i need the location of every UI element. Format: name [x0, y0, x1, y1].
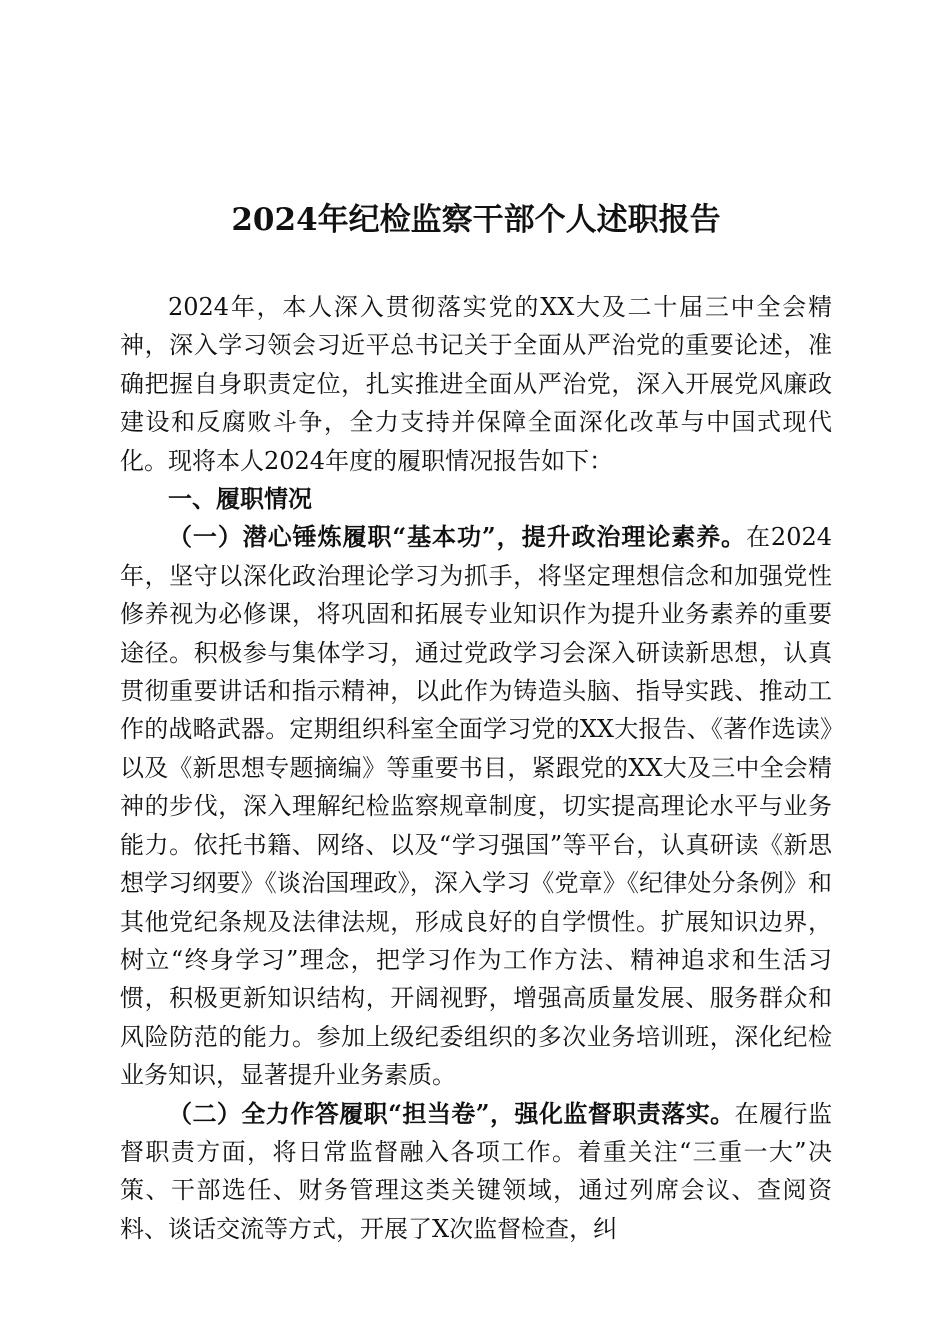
subsection-1-paragraph — [120, 518, 832, 1094]
section-heading: 一、履职情况 — [168, 485, 312, 514]
document-title: 2024年纪检监察干部个人述职报告 — [231, 202, 721, 238]
subsection-2-title: （二）全力作答履职“担当卷”，强化监督职责落实。 — [168, 1098, 735, 1128]
subsection-1-title: （一）潜心锤炼履职“基本功”，提升政治理论素养。 — [168, 522, 746, 552]
subsection-2-body: 在履行监督职责方面，将日常监督融入各项工作。着重关注“三重一大”决策、干部选任、财务管理这类关键领域，通过列席会议、查阅资料、谈话交流等方式，开展了X次监督检查，纠 — [120, 1099, 833, 1243]
intro-paragraph: 2024年，本人深入贯彻落实党的XX大及二十届三中全会精神，深入学习领会习近平总书记关于全面从严治党的重要论述，准确把握自身职责定位，扎实推进全面从严治党，深入开展党风廉政建设和反腐败斗争，全力支持并保障全面深化改革与中国式现代化。现将本人2024年度的履职情况报告如下： — [120, 293, 832, 475]
subsection-2-paragraph — [120, 1095, 832, 1249]
subsection-1-body: 在2024年，坚守以深化政治理论学习为抓手，将坚定理想信念和加强党性修养视为必修课，将巩固和拓展专业知识作为提升业务素养的重要途径。积极参与集体学习，通过党政学习会深入研读新思想，认真贯彻重要讲话和指示精神，以此作为铸造头脑、指导实践、推动工作的战略武器。定期组织科室全面学习党的XX大报告、《著作选读》以及《新思想专题摘编》等重要书目，紧跟党的XX大及三中全会精神的步伐，深入理解纪检监察规章制度，切实提高理论水平与业务能力。依托书籍、网络、以及“学习强国”等平台，认真研读《新思想学习纲要》《谈治国理政》，深入学习《党章》《纪律处分条例》和其他党纪条规及法律法规，形成良好的自学惯性。扩展知识边界，树立“终身学习”理念，把学习作为工作方法、精神追求和生活习惯，积极更新知识结构，开阔视野，增强高质量发展、服务群众和风险防范的能力。参加上级纪委组织的多次业务培训班，深化纪检业务知识，显著提升业务素质。 — [120, 523, 833, 1090]
document-body — [120, 288, 832, 1248]
